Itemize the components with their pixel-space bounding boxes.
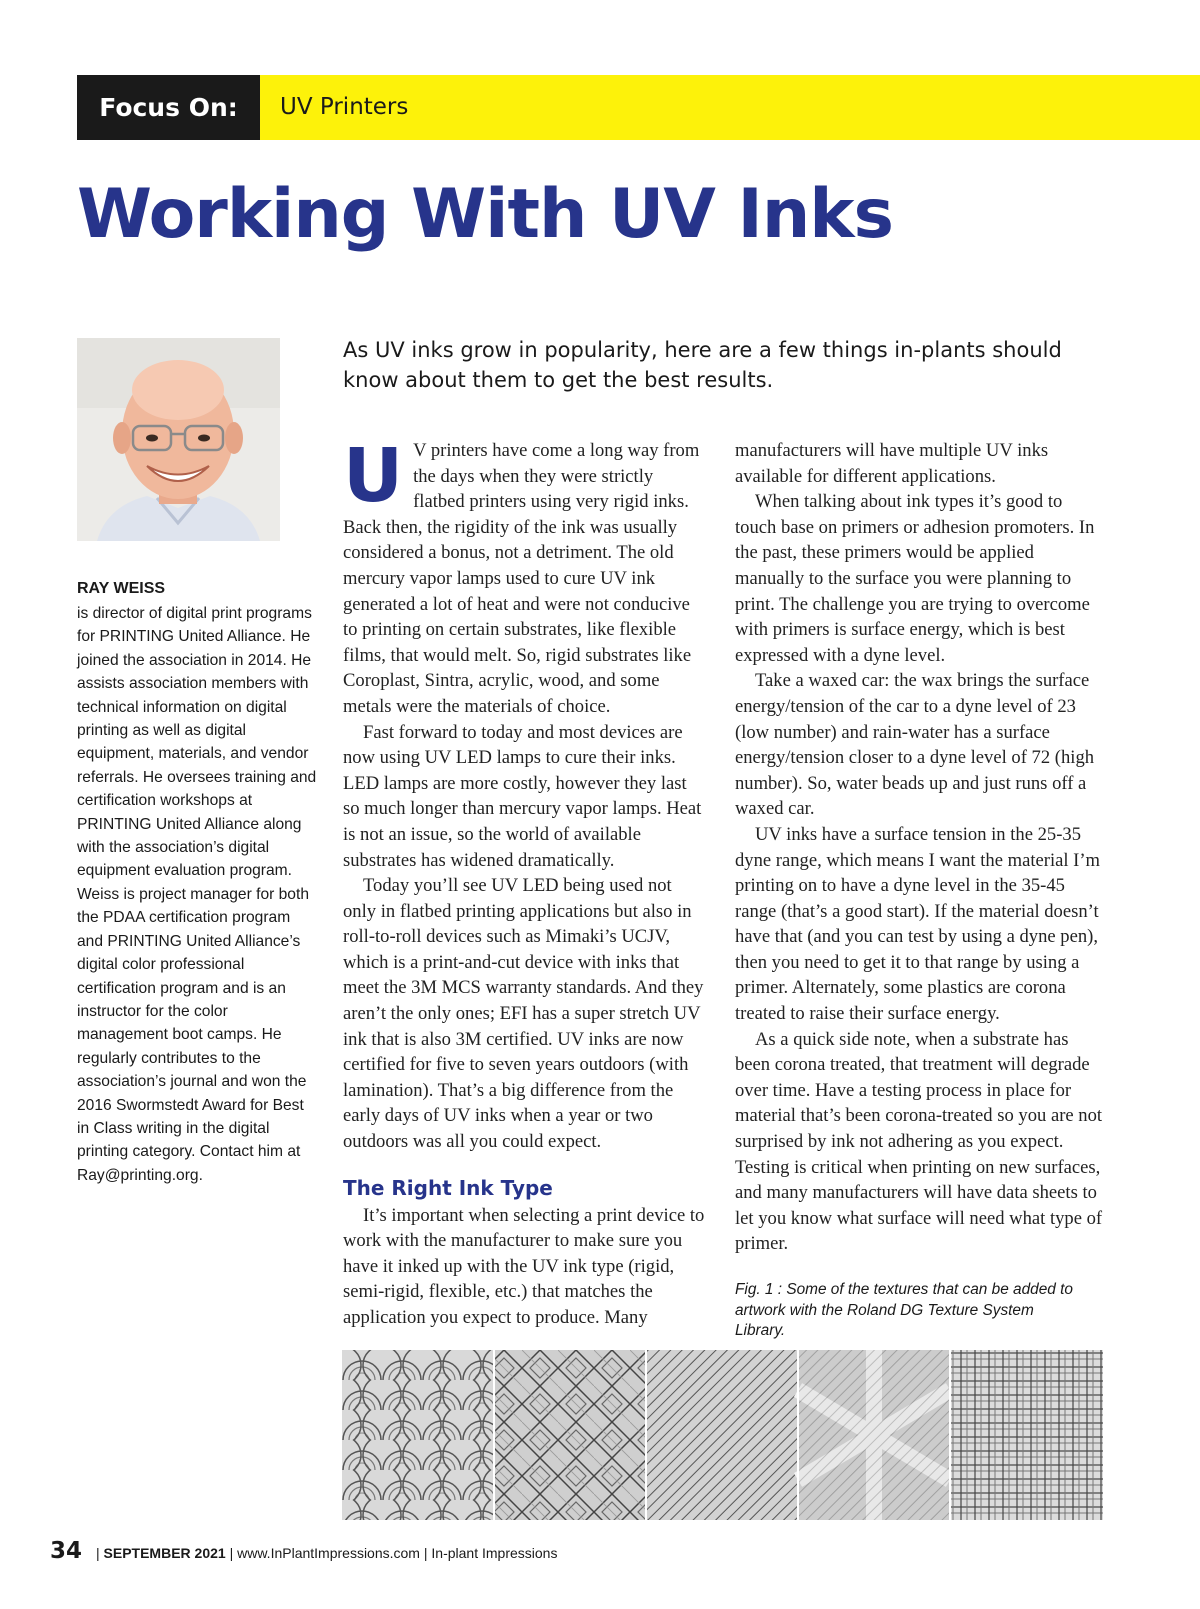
paragraph-text: V printers have come a long way from the days when they were strictly flatbed printers using very rigid inks. Back then, the rigidity of the ink was usually considered a bonus, not a detriment. The old mercury vapor lamps used to cure UV ink generated a lot of heat and were not conducive to printing on certain substrates, like flexible films, that would melt. So, rigid substrates like Coroplast, Sintra, acrylic, wood, and some metals were the materials of choice. [343, 440, 700, 717]
page-number: 34 [50, 1538, 83, 1564]
author-portrait-image [77, 338, 280, 541]
footer-separator: | [96, 1545, 104, 1561]
footer-site: www.InPlantImpressions.com [237, 1545, 420, 1561]
paragraph: Fast forward to today and most devices are now using UV LED lamps to cure their inks. LED lamps are more costly, however they last so much longer than mercury vapor lamps. Heat is not an issue, so the world of available substrates has widened dramatically. [343, 721, 702, 871]
footer-publication: In-plant Impressions [431, 1545, 558, 1561]
footer-separator: | [419, 1545, 432, 1561]
paragraph: Take a waxed car: the wax brings the surface energy/tension of the car to a dyne level of 23 (low number) and rain-water has a surface energy/tension closer to a dyne level of 72 (high number). So, water beads up and just runs off a waxed car. [735, 670, 1095, 820]
paragraph: As a quick side note, when a substrate has been corona treated, that treatment will degrade over time. Have a testing process in place for material that’s been corona-treated so you are not surprised by ink not adhering as you expect. Testing is critical when printing on new surfaces, and many manufacturers will have data sheets to let you know what surface will need what type of primer. [735, 1028, 1103, 1255]
texture-samples-image [342, 1350, 1103, 1520]
footer-line [96, 1545, 557, 1561]
author-photo [77, 338, 280, 541]
author-bio: is director of digital print programs for PRINTING United Alliance. He joined the association in 2014. He assists association members with technical information on digital printing as well as digital equipment, materials, and vendor referrals. He oversees training and certification workshops at PRINTING United Alliance along with the association’s digital equipment evaluation program. Weiss is project manager for both the PDAA certification program and PRINTING United Alliance’s digital color professional certification program and is an instructor for the color management boot camps. He regularly contributes to the association’s journal and won the 2016 Swormstedt Award for Best in Class writing in the digital printing category. Contact him at Ray@printing.org. [77, 605, 317, 1184]
paragraph: It’s important when selecting a print device to work with the manufacturer to make sure you have it inked up with the UV ink type (rigid, semi-rigid, flexible, etc.) that matches the application you expect to produce. Many [343, 1204, 705, 1328]
body-column-2 [735, 438, 1103, 1257]
drop-cap: U [343, 433, 404, 519]
article-deck: As UV inks grow in popularity, here are a few things in-plants should know about them to get the best results. [343, 338, 1062, 392]
paragraph: UV inks have a surface tension in the 25-35 dyne range, which means I want the material I’m printing on to have a dyne level in the 35-45 range (that’s a good start). If the material doesn’t have that (and you can test by using a dyne pen), then you need to get it to that range by using a primer. Alternately, some plastics are corona treated to raise their surface energy. [735, 823, 1101, 1025]
footer-separator: | [225, 1545, 238, 1561]
paragraph: Today you’ll see UV LED being used not only in flatbed printing applications but also in roll-to-roll devices such as Mimaki’s UCJV, which is a print-and-cut device with inks that meet the 3M MCS warranty standards. And they aren’t the only ones; EFI has a super stretch UV ink that is also 3M certified. UV inks are now certified for five to seven years outdoors (with lamination). That’s a big difference from the early days of UV inks when a year or two outdoors was all you could expect. [343, 875, 704, 1153]
paragraph: manufacturers will have multiple UV inks available for different applications. [735, 440, 1049, 487]
article-title: Working With UV Inks [77, 175, 893, 254]
paragraph: When talking about ink types it’s good to touch base on primers or adhesion promoters. In the past, these primers would be applied manually to the surface you were planning to print. The challenge you are trying to overcome with primers is surface energy, which is best expressed with a dyne level. [735, 491, 1095, 666]
body-column-1 [343, 433, 705, 1331]
figure-caption: Fig. 1 : Some of the textures that can be added to artwork with the Roland DG Texture System Library. [735, 1281, 1073, 1340]
author-name: RAY WEISS [77, 580, 166, 597]
focus-label: Focus On: [99, 93, 238, 122]
focus-topic: UV Printers [280, 94, 409, 120]
section-subhead: The Right Ink Type [343, 1175, 553, 1200]
paragraph [343, 433, 705, 720]
texture-strip [342, 1350, 1103, 1520]
footer-issue: SEPTEMBER 2021 [103, 1545, 226, 1561]
